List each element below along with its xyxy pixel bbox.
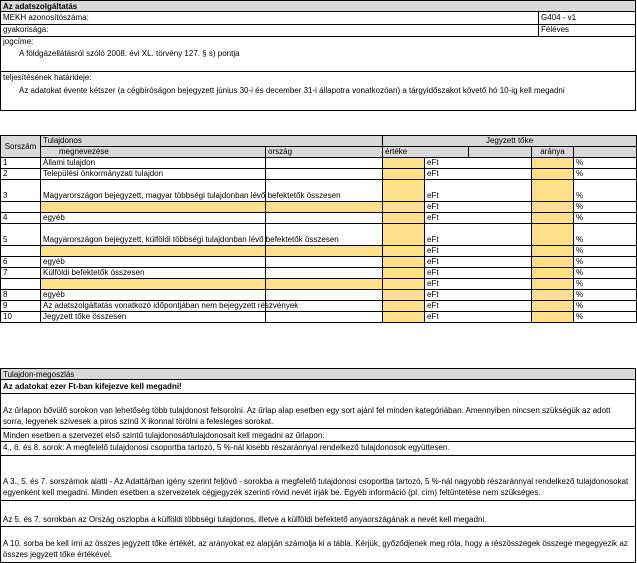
table-row — [1, 268, 637, 279]
table-row — [1, 202, 637, 213]
table-row — [1, 246, 637, 257]
row-number — [1, 246, 41, 257]
row-number: 10 — [1, 312, 41, 323]
unit-percent: % — [574, 169, 637, 180]
value-input[interactable] — [383, 158, 425, 169]
ratio-input[interactable] — [532, 301, 574, 312]
table-row — [1, 169, 637, 180]
note-p3: 4., 6. és 8. sorok: A megfelelő tulajdonosi csoportba tartozó, 5 %-nál kisebb részaránnyal rendelkező tulajdonosok együttesen. — [3, 443, 450, 452]
unit-eft: eFt — [425, 224, 532, 246]
row-number: 5 — [1, 224, 41, 246]
row-number — [1, 279, 41, 290]
value-input[interactable] — [383, 257, 425, 268]
note-p5: Az 5. és 7. sorokban az Ország oszlopba a külföldi többségi tulajdonos, illetve a külföldi befektető anyaországának a nevét kell megadni. — [3, 515, 487, 524]
unit-percent: % — [574, 246, 637, 257]
header-box — [0, 11, 636, 111]
table-row — [1, 312, 637, 323]
section-title: Az adatszolgáltatás — [0, 0, 636, 12]
mekh-value: G404 - v1 — [541, 13, 577, 22]
notes-title: Tulajdon-megoszlás — [0, 368, 636, 380]
ratio-input[interactable] — [532, 279, 574, 290]
row-number: 8 — [1, 290, 41, 301]
country-input[interactable] — [266, 246, 383, 257]
row-number: 7 — [1, 268, 41, 279]
ratio-input[interactable] — [532, 268, 574, 279]
owner-name-input[interactable] — [41, 202, 266, 213]
deadline-text: Az adatokat évente kétszer (a cégbíróságon bejegyzett június 30-i és december 31-i állapotra vonatkozóan) a tárgyidőszakot követő hó 10-ig kell megadni — [19, 86, 565, 95]
row-number: 1 — [1, 158, 41, 169]
country-cell — [266, 290, 383, 301]
ratio-input[interactable] — [532, 213, 574, 224]
country-input[interactable] — [266, 279, 383, 290]
value-input[interactable] — [383, 246, 425, 257]
notes-subtitle: Az adatokat ezer Ft-ban kifejezve kell megadni! — [3, 382, 182, 391]
ratio-input[interactable] — [532, 202, 574, 213]
unit-percent: % — [574, 268, 637, 279]
value-input[interactable] — [383, 224, 425, 246]
unit-percent: % — [574, 290, 637, 301]
table-row — [1, 279, 637, 290]
unit-eft: eFt — [425, 290, 532, 301]
table-row — [1, 224, 637, 246]
unit-percent: % — [574, 301, 637, 312]
table-row — [1, 158, 637, 169]
ratio-input[interactable] — [532, 312, 574, 323]
row-label: Magyarországon bejegyzett, magyar többségi tulajdonban lévő befektetők összesen — [41, 180, 266, 202]
col-aranya: aránya — [532, 147, 574, 158]
country-cell — [266, 158, 383, 169]
unit-percent: % — [574, 312, 637, 323]
ratio-input[interactable] — [532, 158, 574, 169]
unit-percent: % — [574, 158, 637, 169]
ratio-input[interactable] — [532, 180, 574, 202]
deadline-label: teljesítésének határideje: — [3, 73, 92, 82]
unit-eft: eFt — [425, 312, 532, 323]
row-label: egyéb — [41, 213, 266, 224]
row-number: 3 — [1, 180, 41, 202]
row-label: Települési önkormányzati tulajdon — [41, 169, 266, 180]
ratio-input[interactable] — [532, 169, 574, 180]
country-cell — [266, 312, 383, 323]
value-input[interactable] — [383, 312, 425, 323]
row-number — [1, 202, 41, 213]
unit-percent: % — [574, 224, 637, 246]
table-row — [1, 213, 637, 224]
row-number: 4 — [1, 213, 41, 224]
law-text: A földgázellátásról szóló 2008. évi XL. törvény 127. § s) pontja — [19, 49, 240, 58]
unit-percent: % — [574, 202, 637, 213]
col-jegyzett-toke: Jegyzett tőke — [383, 136, 637, 147]
unit-eft: eFt — [425, 169, 532, 180]
notes-box — [0, 379, 636, 563]
ratio-input[interactable] — [532, 224, 574, 246]
row-label: Jegyzett tőke összesen — [41, 312, 266, 323]
unit-eft: eFt — [425, 301, 532, 312]
row-label: egyéb — [41, 290, 266, 301]
row-number: 2 — [1, 169, 41, 180]
unit-eft: eFt — [425, 279, 532, 290]
row-label: Az adatszolgáltatás vonatkozó időpontjában nem bejegyzett részvények — [41, 301, 266, 312]
value-input[interactable] — [383, 180, 425, 202]
value-input[interactable] — [383, 213, 425, 224]
row-label: Magyarországon bejegyzett, külföldi többségi tulajdonban lévő befektetők összesen — [41, 224, 266, 246]
unit-eft: eFt — [425, 202, 532, 213]
table-row — [1, 257, 637, 268]
table-row — [1, 290, 637, 301]
owner-name-input[interactable] — [41, 279, 266, 290]
country-cell — [266, 213, 383, 224]
unit-eft: eFt — [425, 213, 532, 224]
ratio-input[interactable] — [532, 246, 574, 257]
unit-percent: % — [574, 180, 637, 202]
unit-eft: eFt — [425, 257, 532, 268]
unit-eft: eFt — [425, 158, 532, 169]
note-p6: A 10. sorba be kell írni az összes jegyzett tőke értékét, az arányokat ez alapján számolja ki a tábla. Kérjük, győződjenek meg róla, hogy a részösszegek összege megegyezik az összes jegyzett tőke értékével. — [3, 539, 628, 559]
unit-percent: % — [574, 213, 637, 224]
country-input[interactable] — [266, 202, 383, 213]
col-megnevezes: megnevezése — [41, 147, 266, 158]
note-p4: A 3., 5. és 7. sorszámok alatti - Az Adattárban igény szerint feljövő - sorokba a megfelelő tulajdonosi csoportba tartozó, 5 %-nál nagyobb részaránnyal rendelkező tulajdonosokat egyenként kell megadni. Minden esetben a szervezetek cégjegyzék szerinti rövid nevét írják be. Egyéb információ (pl. cím) feltüntetése nem szükséges. — [3, 477, 629, 497]
table-row — [1, 301, 637, 312]
owner-name-input[interactable] — [41, 246, 266, 257]
value-input[interactable] — [383, 301, 425, 312]
ratio-input[interactable] — [532, 290, 574, 301]
ownership-table — [0, 135, 637, 323]
value-input[interactable] — [383, 202, 425, 213]
note-p2: Minden esetben a szervezet első szintű tulajdonosát/tulajdonosait kell megadni az űrlapon. — [3, 431, 325, 440]
frequency-value: Féléves — [541, 25, 570, 34]
frequency-label: gyakorisága: — [3, 25, 49, 34]
unit-percent: % — [574, 257, 637, 268]
note-p1: Az űrlapon bővülő sorokon van lehetőség több tulajdonost felsorolni. Az űrlap alap esetben egy sort ajánl fel minden kategóriában. Amennyiben nincsen szükségük az adott sorra, legyenek szívesek a piros színű X ikonnal törölni a felesleges sorokat. — [3, 406, 611, 426]
value-input[interactable] — [383, 279, 425, 290]
unit-eft: eFt — [425, 268, 532, 279]
row-label: egyéb — [41, 257, 266, 268]
unit-eft: eFt — [425, 180, 532, 202]
mekh-label: MEKH azonosítószáma: — [3, 13, 89, 22]
col-tulajdonos: Tulajdonos — [41, 136, 383, 147]
country-cell — [266, 169, 383, 180]
table-row — [1, 180, 637, 202]
unit-percent: % — [574, 279, 637, 290]
value-input[interactable] — [383, 290, 425, 301]
row-label: Állami tulajdon — [41, 158, 266, 169]
row-number: 6 — [1, 257, 41, 268]
country-cell — [266, 268, 383, 279]
row-number: 9 — [1, 301, 41, 312]
law-label: jogcíme: — [3, 37, 34, 46]
unit-eft: eFt — [425, 246, 532, 257]
row-label: Külföldi befektetők összesen — [41, 268, 266, 279]
col-sorszam: Sorszám — [1, 136, 41, 158]
col-orszag: ország — [266, 147, 383, 158]
value-input[interactable] — [383, 268, 425, 279]
ratio-input[interactable] — [532, 257, 574, 268]
country-cell — [266, 257, 383, 268]
value-input[interactable] — [383, 169, 425, 180]
col-erteke: értéke — [383, 147, 469, 158]
